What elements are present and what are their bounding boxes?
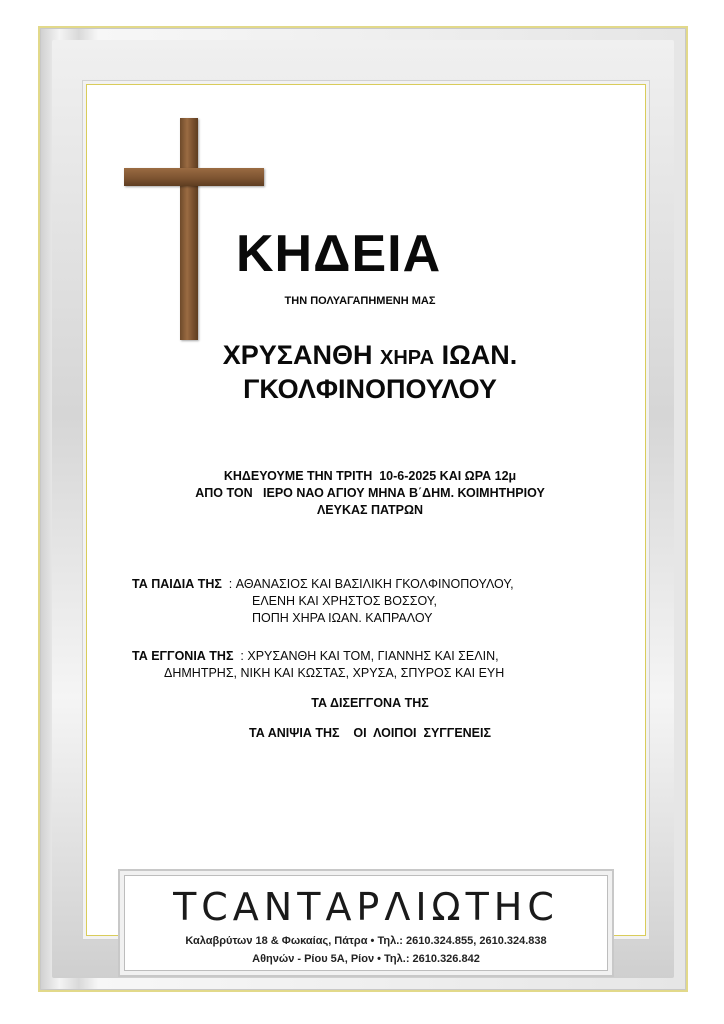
ceremony-line: ΑΠΟ ΤΟΝ ΙΕΡΟ ΝΑΟ ΑΓΙΟΥ ΜΗΝΑ Β΄ΔΗΜ. ΚΟΙΜΗΤΗΡΙΟΥ bbox=[195, 486, 545, 500]
deceased-first-name: ΧΡΥΣΑΝΘΗ bbox=[222, 340, 373, 370]
ceremony-line: ΛΕΥΚΑΣ ΠΑΤΡΩΝ bbox=[316, 503, 424, 517]
deceased-name bbox=[150, 340, 590, 371]
notice-title: ΚΗΔΕΙΑ bbox=[236, 225, 442, 283]
great-grandchildren: ΤΑ ΔΙΣΕΓΓΟΝΑ ΤΗΣ bbox=[311, 696, 429, 710]
cross-icon-horizontal bbox=[124, 168, 264, 186]
children-names: ΠΟΠΗ ΧΗΡΑ ΙΩΑΝ. ΚΑΠΡΑΛΟΥ bbox=[252, 611, 433, 625]
ceremony-details bbox=[130, 468, 610, 519]
grandchildren-names: ΔΗΜΗΤΡΗΣ, ΝΙΚΗ ΚΑΙ ΚΩΣΤΑΣ, ΧΡΥΣΑ, ΣΠΥΡΟΣ ΚΑΙ ΕΥΗ bbox=[164, 666, 505, 680]
husband-name: ΙΩΑΝ. bbox=[441, 340, 518, 370]
deceased-surname: ΓΚΟΛΦΙΝΟΠΟΥΛΟΥ bbox=[243, 374, 497, 404]
ceremony-line: ΚΗΔΕΥΟΥΜΕ ΤΗΝ ΤΡΙΤΗ 10-6-2025 ΚΑΙ ΩΡΑ 12μ bbox=[223, 469, 517, 483]
cross-icon-vertical bbox=[180, 118, 198, 340]
beloved-line: ΤΗΝ ΠΟΛΥΑΓΑΠΗΜΕΝΗ ΜΑΣ bbox=[284, 295, 436, 307]
address-line: Αθηνών - Ρίου 5Α, Ρίον • Τηλ.: 2610.326.842 bbox=[252, 953, 480, 965]
grandchildren-section: ΤΑ ΕΓΓΟΝΙΑ ΤΗΣ : ΧΡΥΣΑΝΘΗ ΚΑΙ ΤΟΜ, ΓΙΑΝΝΗΣ ΚΑΙ ΣΕΛΙΝ, ΔΗΜΗΤΡΗΣ, ΝΙΚΗ ΚΑΙ ΚΩΣΤΑΣ, ΧΡΥΣΑ, ΣΠΥΡΟΣ ΚΑΙ ΕΥΗ bbox=[132, 648, 612, 682]
grandchildren-names: ΧΡΥΣΑΝΘΗ ΚΑΙ ΤΟΜ, ΓΙΑΝΝΗΣ ΚΑΙ ΣΕΛΙΝ, bbox=[247, 649, 499, 663]
nieces-and-relatives: ΤΑ ΑΝΙΨΙΑ ΤΗΣ ΟΙ ΛΟΙΠΟΙ ΣΥΓΓΕΝΕΙΣ bbox=[249, 726, 491, 740]
funeral-home-logo: ΤСΑΝΤΑΡΛΙΩΤΗС bbox=[173, 885, 559, 929]
grandchildren-label: ΤΑ ΕΓΓΟΝΙΑ ΤΗΣ bbox=[132, 649, 234, 663]
widow-word: ΧΗΡΑ bbox=[379, 347, 435, 369]
children-names: ΑΘΑΝΑΣΙΟΣ ΚΑΙ ΒΑΣΙΛΙΚΗ ΓΚΟΛΦΙΝΟΠΟΥΛΟΥ, bbox=[235, 577, 514, 591]
children-names: ΕΛΕΝΗ ΚΑΙ ΧΡΗΣΤΟΣ ΒΟΣΣΟΥ, bbox=[252, 594, 437, 608]
address-line: Καλαβρύτων 18 & Φωκαίας, Πάτρα • Τηλ.: 2610.324.855, 2610.324.838 bbox=[185, 935, 547, 947]
funeral-home-banner bbox=[118, 869, 614, 977]
children-label: ΤΑ ΠΑΙΔΙΑ ΤΗΣ bbox=[132, 577, 222, 591]
children-section: ΤΑ ΠΑΙΔΙΑ ΤΗΣ : ΑΘΑΝΑΣΙΟΣ ΚΑΙ ΒΑΣΙΛΙΚΗ ΓΚΟΛΦΙΝΟΠΟΥΛΟΥ, ΕΛΕΝΗ ΚΑΙ ΧΡΗΣΤΟΣ ΒΟΣΣΟΥ, ΠΟΠΗ ΧΗΡΑ ΙΩΑΝ. ΚΑΠΡΑΛΟΥ bbox=[132, 576, 612, 627]
